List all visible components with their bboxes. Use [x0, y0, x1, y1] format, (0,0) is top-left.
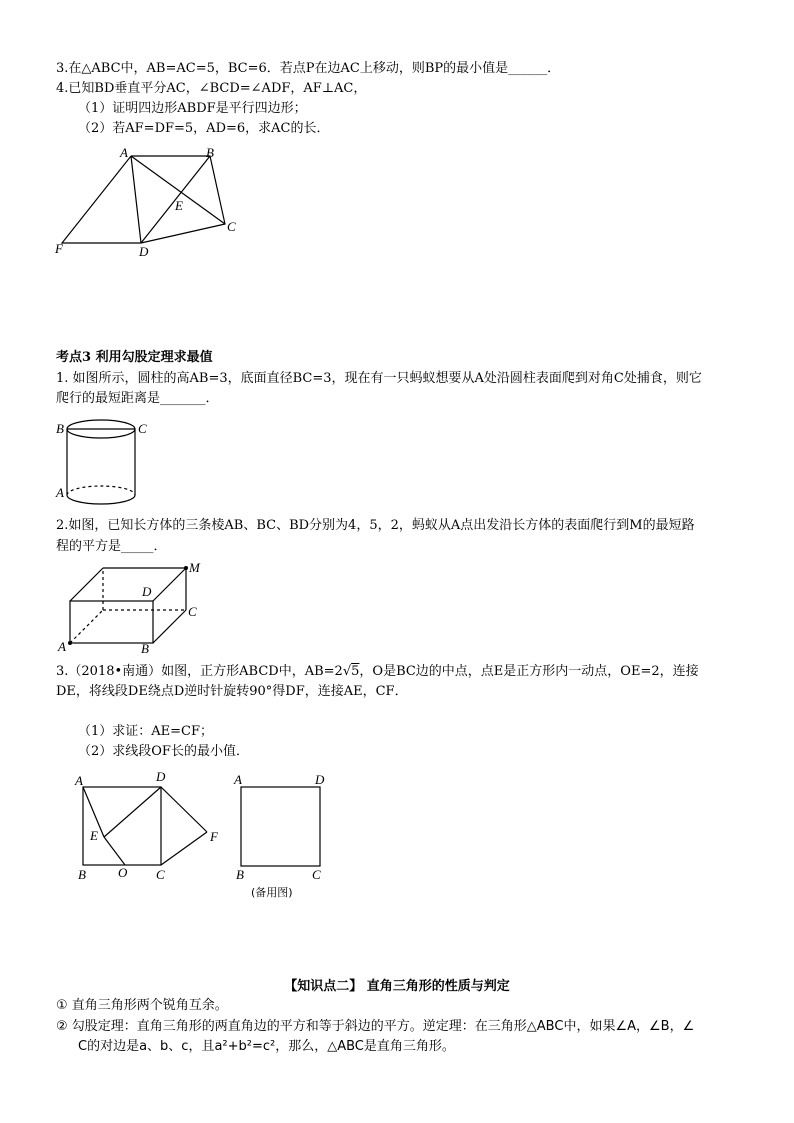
label-E: E	[90, 828, 98, 843]
label-C: C	[156, 867, 165, 882]
label-A: A	[234, 772, 242, 787]
spare-square-figure	[230, 765, 340, 885]
label-A: A	[56, 485, 64, 500]
label-C: C	[188, 604, 197, 619]
label-D: D	[315, 772, 325, 787]
square-rotation-figure	[70, 765, 230, 885]
label-A: A	[58, 639, 66, 654]
label-B: B	[78, 867, 86, 882]
sqrt-radicand: 5	[351, 664, 360, 679]
label-B: B	[206, 145, 214, 160]
square-question-line2: DE，将线段DE绕点D逆时针旋转90°得DF，连接AE，CF．	[56, 684, 408, 699]
label-D: D	[156, 769, 166, 784]
square-question-part-1: （1）求证：AE=CF；	[78, 724, 214, 739]
label-A: A	[120, 145, 128, 160]
cuboid-figure	[54, 558, 214, 658]
fact-2-line1: ② 勾股定理：直角三角形的两直角边的平方和等于斜边的平方。逆定理：在三角形△ABC中，如果∠A，∠B，∠	[56, 1019, 695, 1034]
question-4-text: 4.已知BD垂直平分AC，∠BCD=∠ADF，AF⊥AC，	[56, 81, 367, 96]
q3-prefix: 3.（2018•南通）如图，正方形ABCD中，AB=2	[56, 664, 343, 679]
label-F: F	[55, 241, 63, 256]
label-M: M	[189, 560, 200, 575]
box-question-line2: 程的平方是_____．	[56, 539, 167, 554]
label-O: O	[118, 865, 128, 880]
cylinder-question-line2: 爬行的最短距离是_______．	[56, 391, 219, 406]
label-B: B	[141, 641, 149, 656]
label-B: B	[236, 867, 244, 882]
label-D: D	[142, 584, 152, 599]
spare-figure-caption: (备用图)	[251, 886, 293, 899]
section-heading: 考点3 利用勾股定理求最值	[56, 350, 213, 365]
question-4-part-1: （1）证明四边形ABDF是平行四边形；	[78, 101, 307, 116]
question-3-text: 3.在△ABC中，AB=AC=5，BC=6．若点P在边AC上移动，则BP的最小值是______．	[56, 61, 561, 76]
parallelogram-figure	[50, 140, 250, 265]
label-D: D	[139, 244, 149, 259]
label-F: F	[210, 829, 218, 844]
fact-2-line2: C的对边是a、b、c，且a²+b²=c²，那么，△ABC是直角三角形。	[78, 1039, 455, 1054]
label-C: C	[138, 421, 147, 436]
label-A: A	[75, 773, 83, 788]
cylinder-figure	[54, 415, 154, 507]
square-question-part-2: （2）求线段OF长的最小值．	[78, 744, 249, 759]
label-C: C	[227, 219, 236, 234]
cylinder-question-line1: 1. 如图所示，圆柱的高AB=3，底面直径BC=3，现在有一只蚂蚁想要从A处沿圆柱表面爬到对角C处捕食，则它	[56, 371, 702, 386]
label-E: E	[175, 198, 183, 213]
fact-1: ① 直角三角形两个锐角互余。	[56, 998, 228, 1013]
square-question-line1	[56, 664, 699, 680]
question-4-part-2: （2）若AF=DF=5，AD=6，求AC的长．	[78, 121, 330, 136]
label-B: B	[56, 421, 64, 436]
sqrt-symbol: √	[342, 664, 352, 679]
box-question-line1: 2.如图，已知长方体的三条棱AB、BC、BD分别为4，5，2，蚂蚁从A点出发沿长方体的表面爬行到M的最短路	[56, 518, 695, 533]
q3-suffix: ，O是BC边的中点，点E是正方形内一动点，OE=2，连接	[359, 664, 699, 679]
label-C: C	[312, 867, 321, 882]
knowledge-point-title: 【知识点二】 直角三角形的性质与判定	[284, 979, 510, 994]
